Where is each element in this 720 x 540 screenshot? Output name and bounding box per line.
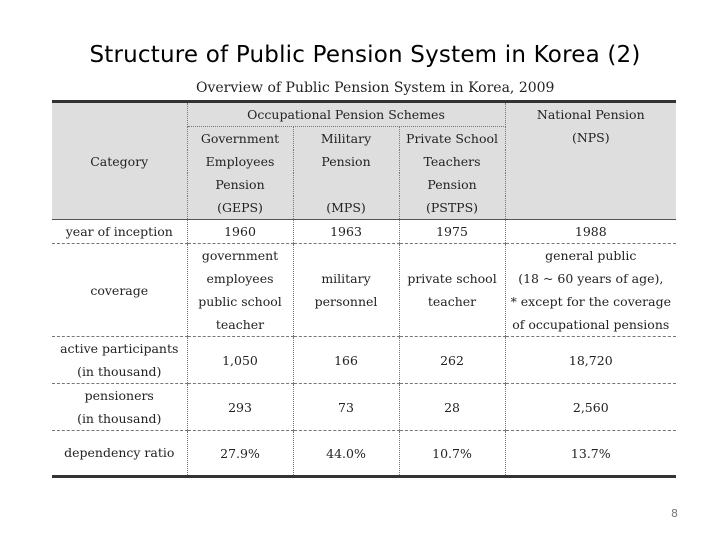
column-header-mps-line3 [293, 173, 399, 196]
column-header-pstps-line2: Teachers [399, 150, 505, 173]
table-cell: 1960 [187, 220, 293, 244]
table-cell: military personnel [293, 244, 399, 337]
table-cell: 27.9% [187, 431, 293, 477]
table-row-active-participants [52, 337, 676, 384]
category-header: Category [52, 102, 187, 220]
table-cell: 10.7% [399, 431, 505, 477]
column-header-geps-line2: Employees [187, 150, 293, 173]
column-header-mps-line2: Pension [293, 150, 399, 173]
column-header-geps-line1: Government [187, 127, 293, 151]
row-label: year of inception [52, 220, 187, 244]
column-header-pstps-line3: Pension [399, 173, 505, 196]
table-header-row [52, 102, 676, 127]
table-cell: 13.7% [505, 431, 676, 477]
column-header-nps: National Pension (NPS) [505, 102, 676, 220]
table-row-pensioners [52, 384, 676, 431]
slide-title: Structure of Public Pension System in Korea (2) [89, 42, 641, 68]
table-cell: 293 [187, 384, 293, 431]
pension-overview-table [52, 100, 676, 478]
table-cell: 1,050 [187, 337, 293, 384]
table-cell: general public (18 ~ 60 years of age), * except for the coverage of occupational pensions [505, 244, 676, 337]
occupational-group-header: Occupational Pension Schemes [187, 102, 505, 127]
table-cell: 44.0% [293, 431, 399, 477]
column-header-mps-line1: Military [293, 127, 399, 151]
column-header-geps-line3: Pension [187, 173, 293, 196]
column-header-pstps-line1: Private School [399, 127, 505, 151]
table-row-dependency-ratio [52, 431, 676, 477]
table-row-year-of-inception [52, 220, 676, 244]
column-header-geps-line4: (GEPS) [187, 196, 293, 220]
column-header-pstps-line4: (PSTPS) [399, 196, 505, 220]
table-cell: 28 [399, 384, 505, 431]
table-cell: government employees public school teacher [187, 244, 293, 337]
table-cell: private school teacher [399, 244, 505, 337]
column-header-mps-line4: (MPS) [293, 196, 399, 220]
table-cell: 18,720 [505, 337, 676, 384]
table-cell: 1975 [399, 220, 505, 244]
row-label: coverage [52, 244, 187, 337]
table-cell: 1963 [293, 220, 399, 244]
table-cell: 1988 [505, 220, 676, 244]
table-cell: 73 [293, 384, 399, 431]
table-cell: 166 [293, 337, 399, 384]
row-label: pensioners (in thousand) [52, 384, 187, 431]
table-row-coverage [52, 244, 676, 337]
row-label: dependency ratio [52, 431, 187, 477]
table-caption: Overview of Public Pension System in Korea, 2009 [196, 80, 555, 96]
table-cell: 2,560 [505, 384, 676, 431]
row-label: active participants (in thousand) [52, 337, 187, 384]
table-cell: 262 [399, 337, 505, 384]
page-number: 8 [671, 507, 678, 520]
